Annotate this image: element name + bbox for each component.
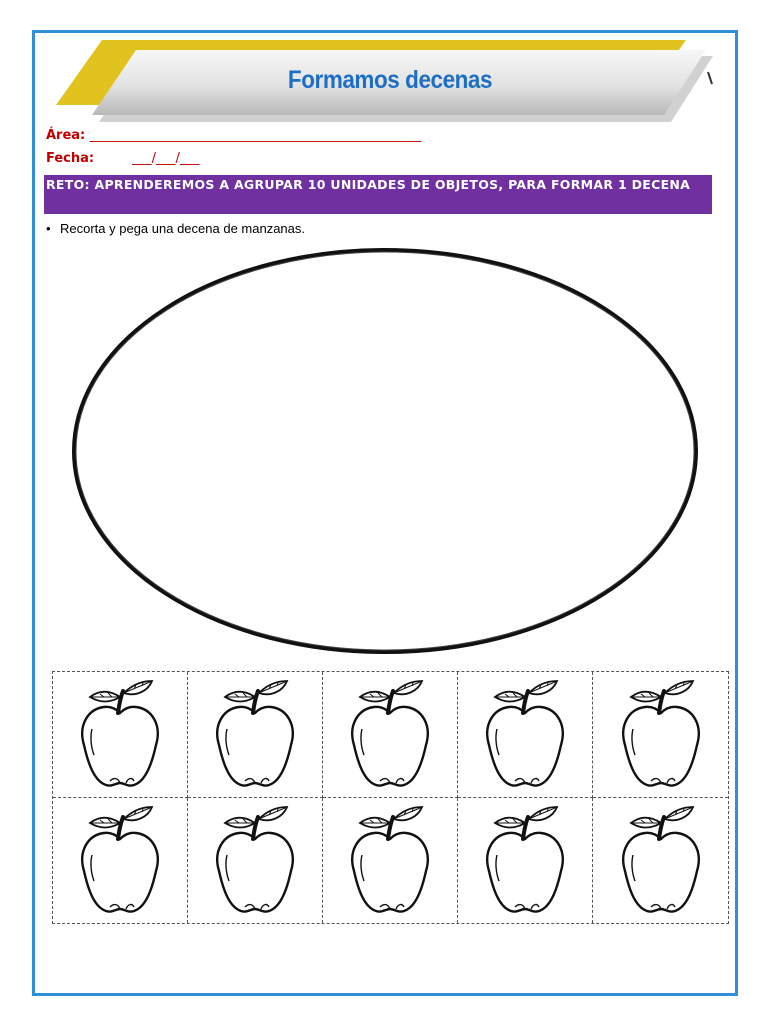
apple-icon: [475, 677, 575, 792]
instruction: [46, 221, 305, 236]
apple-icon: [340, 803, 440, 918]
bullet-icon: •: [46, 221, 51, 236]
apple-icon: [340, 677, 440, 792]
apple-cutout-cell[interactable]: [458, 798, 593, 924]
challenge-banner: RETO: APRENDEREMOS A AGRUPAR 10 UNIDADES DE OBJETOS, PARA FORMAR 1 DECENA: [44, 175, 712, 214]
apple-icon: [70, 803, 170, 918]
apple-icon: [475, 803, 575, 918]
apple-cutout-cell[interactable]: [53, 798, 188, 924]
apple-cutout-cell[interactable]: [593, 672, 728, 798]
apple-cutout-grid: [52, 671, 729, 924]
apple-cutout-cell[interactable]: [593, 798, 728, 924]
area-label: Área:: [46, 128, 90, 143]
fecha-field: [46, 151, 199, 166]
apple-icon: [70, 677, 170, 792]
apple-cutout-cell[interactable]: [323, 798, 458, 924]
apple-icon: [611, 803, 711, 918]
apple-icon: [205, 803, 305, 918]
fecha-label: Fecha:: [46, 151, 95, 166]
fecha-line[interactable]: ___/___/___: [132, 151, 200, 166]
apple-icon: [611, 677, 711, 792]
apple-cutout-cell[interactable]: [188, 672, 323, 798]
apple-cutout-cell[interactable]: [188, 798, 323, 924]
paste-area-oval: [60, 240, 710, 660]
area-line[interactable]: ___________________________________________________: [89, 128, 422, 143]
apple-cutout-cell[interactable]: [323, 672, 458, 798]
instruction-text: Recorta y pega una decena de manzanas.: [60, 221, 306, 236]
apple-cutout-cell[interactable]: [458, 672, 593, 798]
page-title: Formamos decenas: [287, 66, 493, 94]
apple-cutout-cell[interactable]: [53, 672, 188, 798]
area-field: [46, 128, 421, 143]
apple-icon: [205, 677, 305, 792]
